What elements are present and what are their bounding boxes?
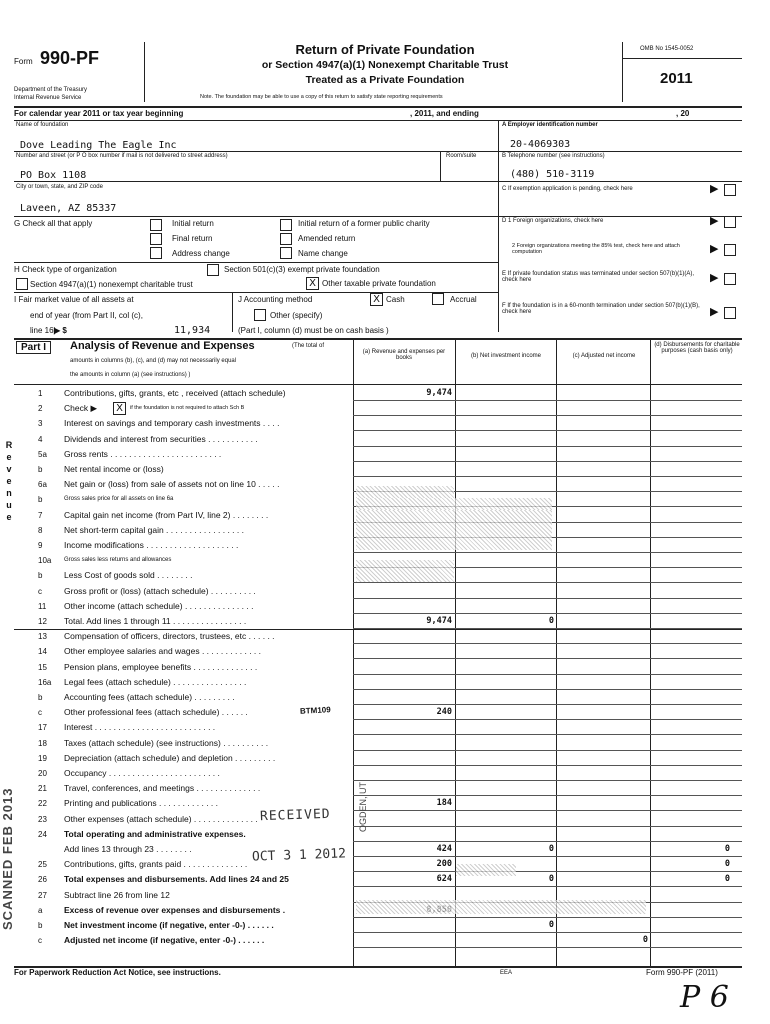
line-number: 13 [38,632,47,642]
other-method-checkbox[interactable] [254,309,266,321]
calendar-end: , 20 [676,109,690,118]
line-number: c [38,936,42,946]
table-row [0,768,770,779]
line-description: Accounting fees (attach schedule) . . . . . . . . . [64,692,235,702]
table-row [0,814,770,825]
ein-label: A Employer identification number [502,122,598,128]
col-a-value: 184 [436,798,452,809]
btm-stamp: BTM109 [299,705,331,716]
revenue-side-letter: v [6,464,12,474]
date-stamp: OCT 3 1 2012 [251,846,347,865]
amended-return-checkbox[interactable] [280,233,292,245]
revenue-side-letter: e [6,476,12,486]
line-number: 21 [38,784,47,794]
line-description: Capital gain net income (from Part IV, line 2) . . . . . . . . [64,509,269,520]
line-number: b [38,921,43,930]
d2-checkbox[interactable] [724,244,736,256]
dept-line1: Department of the Treasury [14,87,88,93]
line-number: c [38,586,42,596]
table-row [0,388,770,399]
col-b-value: 0 [548,920,554,930]
table-row [0,920,770,931]
table-row [0,844,770,855]
501c3-label: Section 501(c)(3) exempt private foundation [224,265,380,274]
d1-label: D 1 Foreign organizations, check here [502,218,604,224]
final-return-checkbox[interactable] [150,233,162,245]
line-description: Compensation of officers, directors, trustees, etc . . . . . . [64,631,275,642]
col-b-header: (b) Net investment income [470,353,542,359]
handwritten-page-mark: P 6 [680,980,729,1015]
dept-line2: Internal Revenue Service [14,95,82,101]
e-checkbox[interactable] [724,273,736,285]
line-number: b [38,571,43,581]
line-number: 23 [38,814,47,824]
e-arrow-icon: ▶ [710,272,719,284]
footer-notice: For Paperwork Reduction Act Notice, see instructions. [14,968,221,977]
table-row [0,738,770,749]
line-description: Total operating and administrative expenses. [64,828,246,839]
street-address: PO Box 1108 [20,170,87,181]
table-row [0,798,770,809]
other-taxable-checkbox[interactable]: X [306,277,319,290]
address-change-label: Address change [172,249,230,258]
phone-value: (480) 510-3119 [510,169,595,180]
col-c-value: 0 [642,935,648,946]
address-change-checkbox[interactable] [150,247,162,259]
line-description: Taxes (attach schedule) (see instructions) . . . . . . . . . . [64,737,269,748]
form-label: Form [14,57,33,66]
fmv-value: 11,934 [174,325,211,336]
f-checkbox[interactable] [724,307,736,319]
line-number: 9 [38,541,43,550]
line-number: 20 [38,769,47,778]
col-a-value: 624 [436,874,452,885]
line-description: Dividends and interest from securities . . . . . . . . . . . [64,433,258,444]
table-row [0,829,770,840]
part1-desc3: the amounts in column (a) (see instructions) ) [70,372,191,378]
line-number: c [38,708,42,718]
line-description: Gross sales price for all assets on line 6a [64,496,174,503]
note: Note. The foundation may be able to use a copy of this return to satisfy state reporting requirements [200,94,443,100]
part1-desc2: amounts in columns (b), (c), and (d) may not necessarily equal [70,358,237,364]
former-public-charity-label: Initial return of a former public charity [298,219,430,228]
line-number: 19 [38,753,47,763]
line-number: 25 [38,860,47,870]
table-row [0,859,770,870]
col-d-value: 0 [724,844,730,854]
revenue-side-letter: e [6,512,12,522]
line-number: 8 [38,525,43,535]
line-description: Other income (attach schedule) . . . . . . . . . . . . . . . [64,600,254,611]
table-row [0,434,770,445]
line-number: a [38,905,43,915]
line-number: 5a [38,449,47,459]
form-title: Return of Private Foundation [295,42,475,57]
i-arrow: ▶ $ [54,326,67,335]
table-row [0,692,770,703]
other-taxable-label: Other taxable private foundation [322,279,436,288]
part1-title: Analysis of Revenue and Expenses [70,340,255,352]
line-number: 11 [38,601,47,611]
table-row [0,890,770,901]
col-b-value: 0 [548,844,554,854]
revenue-side-letter: e [6,452,12,462]
line-number: 12 [38,617,47,626]
table-row [0,601,770,612]
e-label: E If private foundation status was terminated under section 507(b)(1)(A), check here [502,271,695,283]
footer-form-id: Form 990-PF (2011) [646,968,718,977]
former-public-charity-checkbox[interactable] [280,219,292,231]
line-description: Total expenses and disbursements. Add lines 24 and 25 [64,874,289,885]
line-number: 4 [38,434,43,444]
col-a-value: 200 [436,859,452,870]
c-checkbox[interactable] [724,184,736,196]
line-description: Occupancy . . . . . . . . . . . . . . . . . . . . . . . . [64,768,220,778]
room-label: Room/suite [446,153,477,159]
omb-number: OMB No 1545-0052 [640,46,694,52]
phone-label: B Telephone number (see instructions) [502,153,605,159]
c-arrow-icon: ▶ [710,183,719,195]
other-method-label: Other (specify) [270,311,323,320]
line-description: Pension plans, employee benefits . . . . . . . . . . . . . . [64,661,258,672]
calendar-label: For calendar year 2011 or tax year beginning [14,109,184,118]
table-row [0,418,770,429]
col-a-value: 240 [436,707,452,718]
line-description: Interest on savings and temporary cash investments . . . . [64,418,280,429]
f-label: F If the foundation is in a 60-month termination under section 507(b)(1)(B), check here [502,303,700,315]
table-row [0,586,770,597]
initial-return-label: Initial return [172,219,214,228]
table-row [0,677,770,688]
part1-desc1: (The total of [292,343,325,349]
line-number: 3 [38,419,43,429]
line-description: Printing and publications . . . . . . . . . . . . . [64,798,219,809]
scanned-stamp: SCANNED FEB 2013 [0,787,15,930]
line-description: Check ▶ [64,403,97,414]
line-number: b [38,495,43,505]
line-number: 2 [38,404,43,414]
table-row [0,935,770,946]
table-row [0,874,770,885]
table-row [0,464,770,475]
table-row [0,449,770,460]
table-row [0,707,770,718]
line-number: 16a [38,677,52,687]
name-change-label: Name change [298,249,348,258]
name-label: Name of foundation [16,122,69,128]
cash-checkbox[interactable]: X [370,293,383,306]
501c3-checkbox[interactable] [207,264,219,276]
line-description: Net short-term capital gain . . . . . . . . . . . . . . . . . [64,524,244,535]
line-description: Depreciation (attach schedule) and depletion . . . . . . . . . [64,752,276,763]
line-number: b [38,693,43,702]
line-number: 15 [38,662,47,672]
foundation-name: Dove Leading The Eagle Inc [20,140,177,151]
line-description: Excess of revenue over expenses and disbursements . [64,904,286,915]
line-description: Gross profit or (loss) (attach schedule) . . . . . . . . . . [64,585,256,596]
sch-b-note: if the foundation is not required to attach Sch B [130,405,245,412]
table-row [0,783,770,794]
form-subtitle-2: Treated as a Private Foundation [305,74,465,86]
line-description: Legal fees (attach schedule) . . . . . . . . . . . . . . . . [64,676,247,687]
city-label: City or town, state, and ZIP code [16,184,103,190]
line-number: 27 [38,890,47,900]
line-description: Less Cost of goods sold . . . . . . . . [64,570,193,581]
line-description: Other expenses (attach schedule) . . . . . . . . . . . . . . [64,813,258,824]
c-label: C If exemption application is pending, check here [502,186,633,192]
revenue-side-letter: R [5,440,13,450]
line-description: Interest . . . . . . . . . . . . . . . . . . . . . . . . . . [64,722,216,733]
col-a-value: 424 [436,844,452,854]
form-number: 990-PF [40,48,100,68]
line-description: Net rental income or (loss) [64,464,164,474]
table-row [0,753,770,764]
ogden-stamp: OGDEN, UT [358,781,368,832]
part1-tag: Part I [16,341,51,354]
line-number: b [38,465,43,474]
table-row [0,646,770,657]
line-number: 18 [38,738,47,748]
line-description: Net investment income (if negative, enter -0-) . . . . . . [64,920,274,930]
line-description: Subtract line 26 from line 12 [64,889,170,900]
line-number: 17 [38,723,47,733]
col-b-value: 0 [548,874,554,885]
i-line3: line 16) [30,326,57,335]
h-label: H Check type of organization [14,265,117,274]
table-row [0,722,770,733]
4947-checkbox[interactable] [16,278,28,290]
cash-label: Cash [386,295,405,304]
initial-return-checkbox[interactable] [150,219,162,231]
d2-arrow-icon: ▶ [710,243,719,255]
cash-basis-note: (Part I, column (d) must be on cash basis ) [238,326,389,335]
accrual-checkbox[interactable] [432,293,444,305]
d2-label: 2 Foreign organizations meeting the 85% test, check here and attach computation [512,243,680,255]
line-number: 6a [38,480,47,490]
d1-checkbox[interactable] [724,216,736,228]
name-change-checkbox[interactable] [280,247,292,259]
col-b-value: 0 [548,616,554,626]
line-number: 10a [38,556,52,566]
col-d-header: (d) Disbursements for charitable purposes (cash basis only) [654,342,740,354]
col-c-header: (c) Adjusted net income [572,353,636,359]
line-number: 22 [38,799,47,809]
line-number: 26 [38,875,47,885]
city-state-zip: Laveen, AZ 85337 [20,203,117,214]
line-description: Income modifications . . . . . . . . . . . . . . . . . . . . [64,540,239,550]
line-number: 7 [38,510,43,520]
i-line1: I Fair market value of all assets at [14,295,134,304]
line-description: Net gain or (loss) from sale of assets not on line 10 . . . . . [64,479,280,490]
f-arrow-icon: ▶ [710,306,719,318]
line-description: Gross sales less returns and allowances [64,557,172,564]
sch-b-checkbox[interactable]: X [113,402,126,415]
line-description: Other professional fees (attach schedule) . . . . . . [64,707,248,718]
table-row [0,631,770,642]
table-row [0,403,770,414]
footer-eea: EEA [500,970,513,976]
street-label: Number and street (or P O box number if mail is not delivered to street address) [16,153,228,159]
line-number: 14 [38,647,47,657]
line-description: Gross rents . . . . . . . . . . . . . . . . . . . . . . . . [64,448,222,459]
revenue-side-letter: n [6,488,12,498]
line-description: Total. Add lines 1 through 11 . . . . . . . . . . . . . . . . [64,616,247,626]
calendar-mid: , 2011, and ending [410,109,479,118]
col-d-value: 0 [724,859,730,870]
final-return-label: Final return [172,234,213,243]
line-number: 1 [38,389,43,398]
line-description: Travel, conferences, and meetings . . . . . . . . . . . . . . [64,783,261,794]
col-a-value: 9,474 [426,388,452,398]
col-d-value: 0 [724,874,730,885]
4947-label: Section 4947(a)(1) nonexempt charitable trust [30,280,193,289]
line-number: 24 [38,829,47,839]
line-description: Contributions, gifts, grants paid . . . . . . . . . . . . . . [64,859,248,870]
line-description: Contributions, gifts, grants, etc , received (attach schedule) [64,388,286,398]
line-description: Adjusted net income (if negative, enter -0-) . . . . . . [64,935,265,946]
received-stamp: RECEIVED [259,806,331,825]
ein-value: 20-4069303 [510,139,571,150]
line-description: Add lines 13 through 23 . . . . . . . . [64,844,192,854]
accrual-label: Accrual [450,295,477,304]
line-description: Other employee salaries and wages . . . . . . . . . . . . . [64,646,262,657]
form-subtitle-1: or Section 4947(a)(1) Nonexempt Charitable Trust [261,59,509,71]
g-label: G Check all that apply [14,219,93,228]
col-a-value: 9,474 [426,616,452,626]
col-a-header: (a) Revenue and expenses per books [362,349,446,361]
i-line2: end of year (from Part II, col (c), [30,311,143,320]
revenue-side-letter: u [6,500,12,510]
table-row [0,662,770,673]
table-row [0,616,770,627]
j-label: J Accounting method [238,295,313,304]
d1-arrow-icon: ▶ [710,215,719,227]
tax-year: 2011 [660,70,693,87]
amended-return-label: Amended return [298,234,356,243]
